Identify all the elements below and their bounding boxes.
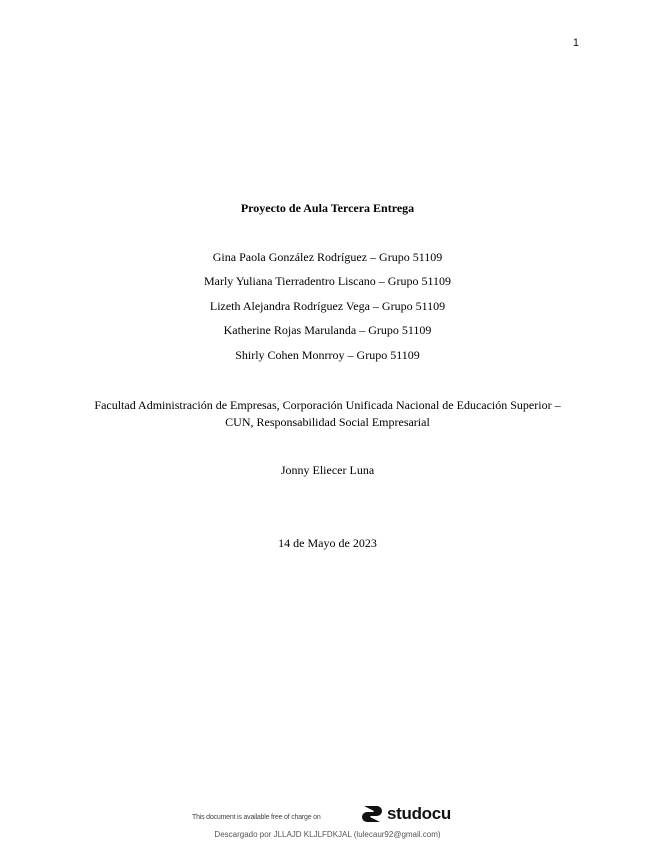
studocu-logo[interactable] bbox=[360, 803, 451, 825]
download-note: Descargado por JLLAJD KLJLFDKJAL (lulecaur92@gmail.com) bbox=[214, 830, 441, 839]
affiliation-line-1: Facultad Administración de Empresas, Corporación Unificada Nacional de Educación Superior – bbox=[94, 398, 561, 412]
instructor-name: Jonny Eliecer Luna bbox=[280, 463, 375, 477]
page-number: 1 bbox=[572, 37, 579, 49]
document-title: Proyecto de Aula Tercera Entrega bbox=[240, 201, 415, 215]
author-line: Gina Paola González Rodríguez – Grupo 51109 bbox=[212, 250, 443, 264]
author-line: Lizeth Alejandra Rodríguez Vega – Grupo 51109 bbox=[209, 299, 446, 313]
availability-note: This document is available free of charge on bbox=[192, 814, 321, 821]
author-line: Katherine Rojas Marulanda – Grupo 51109 bbox=[223, 323, 432, 337]
author-line: Marly Yuliana Tierradentro Liscano – Grupo 51109 bbox=[203, 274, 452, 288]
document-date: 14 de Mayo de 2023 bbox=[278, 536, 377, 550]
affiliation bbox=[0, 397, 655, 431]
author-line: Shirly Cohen Monrroy – Grupo 51109 bbox=[235, 348, 420, 362]
affiliation-line-2: CUN, Responsabilidad Social Empresarial bbox=[225, 415, 430, 429]
studocu-brand-text: studocu bbox=[387, 804, 452, 823]
studocu-logo-icon bbox=[360, 803, 384, 825]
